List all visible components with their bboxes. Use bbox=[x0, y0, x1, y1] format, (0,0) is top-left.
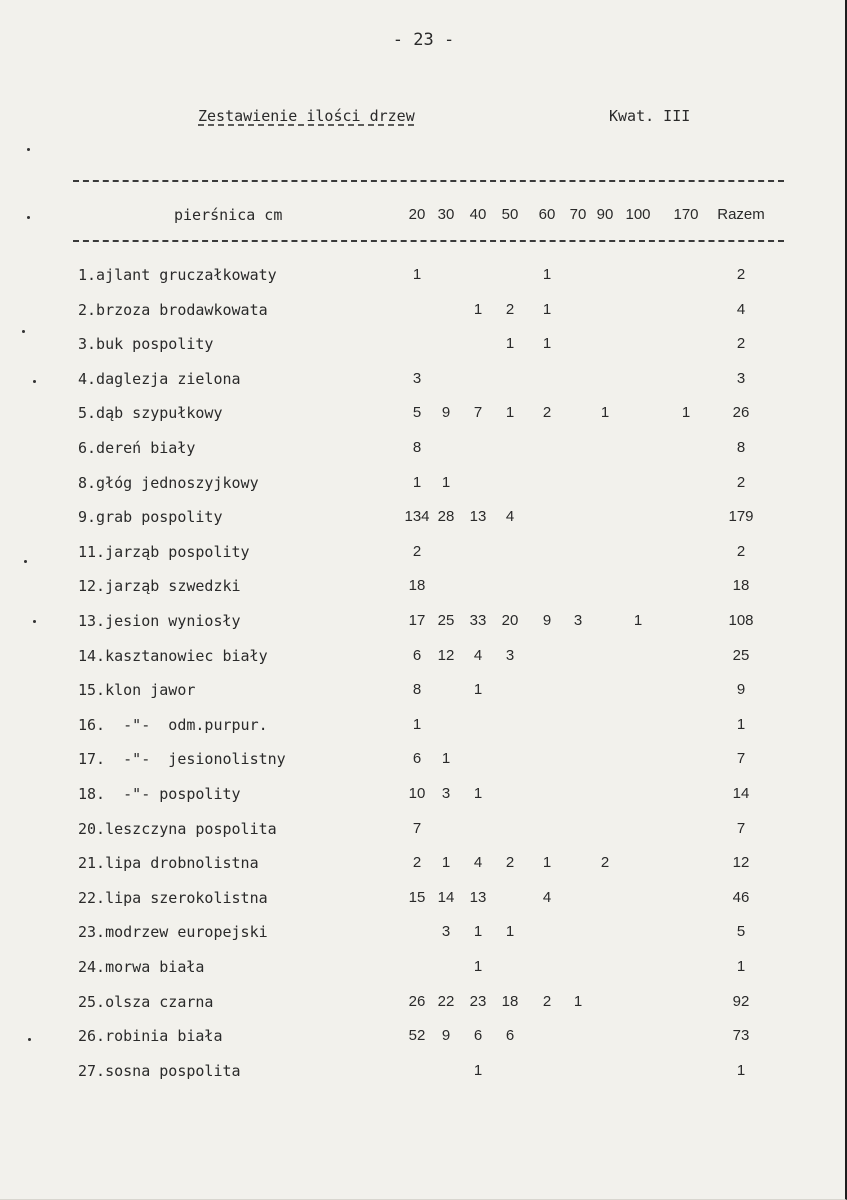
species-label: 22.lipa szerokolistna bbox=[78, 889, 268, 907]
species-label: 13.jesion wyniosły bbox=[78, 612, 241, 630]
total-cell: 73 bbox=[732, 1027, 750, 1044]
table-row bbox=[0, 335, 847, 359]
count-cell: 18 bbox=[408, 577, 426, 594]
count-cell: 52 bbox=[408, 1027, 426, 1044]
table-row bbox=[0, 404, 847, 428]
species-label: 24.morwa biała bbox=[78, 958, 205, 976]
table-row bbox=[0, 820, 847, 844]
count-cell: 3 bbox=[412, 370, 422, 387]
table-row bbox=[0, 854, 847, 878]
total-cell: 108 bbox=[728, 612, 754, 629]
count-cell: 1 bbox=[412, 474, 422, 491]
count-cell: 17 bbox=[408, 612, 426, 629]
margin-mark bbox=[27, 216, 30, 219]
count-cell: 3 bbox=[441, 923, 451, 940]
column-header: 70 bbox=[569, 206, 587, 223]
species-label: 21.lipa drobnolistna bbox=[78, 854, 259, 872]
margin-mark bbox=[27, 148, 30, 151]
total-cell: 2 bbox=[736, 474, 746, 491]
count-cell: 1 bbox=[505, 923, 515, 940]
species-label: 26.robinia biała bbox=[78, 1027, 223, 1045]
total-cell: 1 bbox=[736, 958, 746, 975]
count-cell: 1 bbox=[441, 750, 451, 767]
count-cell: 7 bbox=[412, 820, 422, 837]
table-row bbox=[0, 301, 847, 325]
count-cell: 10 bbox=[408, 785, 426, 802]
count-cell: 1 bbox=[473, 785, 483, 802]
total-cell: 9 bbox=[736, 681, 746, 698]
count-cell: 1 bbox=[412, 716, 422, 733]
column-header: 20 bbox=[408, 206, 426, 223]
total-cell: 1 bbox=[736, 1062, 746, 1079]
count-cell: 4 bbox=[473, 854, 483, 871]
count-cell: 22 bbox=[437, 993, 455, 1010]
count-cell: 18 bbox=[501, 993, 519, 1010]
table-row bbox=[0, 612, 847, 636]
table-row bbox=[0, 1027, 847, 1051]
margin-mark bbox=[33, 620, 36, 623]
margin-mark bbox=[24, 560, 27, 563]
count-cell: 1 bbox=[633, 612, 643, 629]
count-cell: 4 bbox=[505, 508, 515, 525]
count-cell: 6 bbox=[505, 1027, 515, 1044]
count-cell: 2 bbox=[412, 854, 422, 871]
count-cell: 13 bbox=[469, 508, 487, 525]
species-label: 1.ajlant gruczałkowaty bbox=[78, 266, 277, 284]
species-label: 4.daglezja zielona bbox=[78, 370, 241, 388]
species-label: 9.grab pospolity bbox=[78, 508, 223, 526]
count-cell: 1 bbox=[473, 301, 483, 318]
table-row bbox=[0, 923, 847, 947]
total-cell: 1 bbox=[736, 716, 746, 733]
total-cell: 4 bbox=[736, 301, 746, 318]
margin-mark bbox=[28, 1038, 31, 1041]
count-cell: 12 bbox=[437, 647, 455, 664]
table-row bbox=[0, 474, 847, 498]
count-cell: 3 bbox=[441, 785, 451, 802]
count-cell: 14 bbox=[437, 889, 455, 906]
dashed-rule-header bbox=[73, 240, 784, 242]
total-cell: 12 bbox=[732, 854, 750, 871]
count-cell: 1 bbox=[573, 993, 583, 1010]
column-header: 30 bbox=[437, 206, 455, 223]
table-row bbox=[0, 370, 847, 394]
count-cell: 8 bbox=[412, 439, 422, 456]
species-label: 11.jarząb pospolity bbox=[78, 543, 250, 561]
document-title: Zestawienie ilości drzew bbox=[198, 107, 415, 125]
count-cell: 2 bbox=[542, 404, 552, 421]
column-header: 90 bbox=[596, 206, 614, 223]
total-cell: 92 bbox=[732, 993, 750, 1010]
count-cell: 134 bbox=[404, 508, 430, 525]
table-row bbox=[0, 647, 847, 671]
count-cell: 1 bbox=[542, 335, 552, 352]
count-cell: 25 bbox=[437, 612, 455, 629]
total-cell: 2 bbox=[736, 266, 746, 283]
count-cell: 1 bbox=[441, 474, 451, 491]
page-number: - 23 - bbox=[392, 30, 455, 50]
count-cell: 2 bbox=[505, 301, 515, 318]
species-label: 17. -"- jesionolistny bbox=[78, 750, 286, 768]
count-cell: 1 bbox=[542, 301, 552, 318]
table-row bbox=[0, 543, 847, 567]
count-cell: 1 bbox=[473, 681, 483, 698]
total-cell: 7 bbox=[736, 820, 746, 837]
count-cell: 28 bbox=[437, 508, 455, 525]
count-cell: 1 bbox=[542, 266, 552, 283]
species-label: 8.głóg jednoszyjkowy bbox=[78, 474, 259, 492]
table-row bbox=[0, 716, 847, 740]
table-row bbox=[0, 785, 847, 809]
count-cell: 7 bbox=[473, 404, 483, 421]
species-label: 18. -"- pospolity bbox=[78, 785, 241, 803]
table-row bbox=[0, 750, 847, 774]
column-header: 40 bbox=[469, 206, 487, 223]
table-row bbox=[0, 958, 847, 982]
total-cell: 26 bbox=[732, 404, 750, 421]
table-row bbox=[0, 993, 847, 1017]
total-cell: 2 bbox=[736, 335, 746, 352]
count-cell: 1 bbox=[542, 854, 552, 871]
count-cell: 9 bbox=[441, 1027, 451, 1044]
count-cell: 2 bbox=[412, 543, 422, 560]
species-label: 2.brzoza brodawkowata bbox=[78, 301, 268, 319]
count-cell: 1 bbox=[473, 923, 483, 940]
column-header: 100 bbox=[625, 206, 651, 223]
total-cell: 18 bbox=[732, 577, 750, 594]
count-cell: 1 bbox=[412, 266, 422, 283]
count-cell: 3 bbox=[505, 647, 515, 664]
species-label: 25.olsza czarna bbox=[78, 993, 214, 1011]
count-cell: 2 bbox=[542, 993, 552, 1010]
dashed-rule-top bbox=[73, 180, 784, 182]
count-cell: 1 bbox=[473, 1062, 483, 1079]
species-label: 5.dąb szypułkowy bbox=[78, 404, 223, 422]
table-row bbox=[0, 508, 847, 532]
species-label: 14.kasztanowiec biały bbox=[78, 647, 268, 665]
count-cell: 26 bbox=[408, 993, 426, 1010]
count-cell: 33 bbox=[469, 612, 487, 629]
count-cell: 8 bbox=[412, 681, 422, 698]
table-row bbox=[0, 577, 847, 601]
count-cell: 4 bbox=[542, 889, 552, 906]
count-cell: 20 bbox=[501, 612, 519, 629]
count-cell: 6 bbox=[412, 647, 422, 664]
margin-mark bbox=[33, 380, 36, 383]
species-label: 12.jarząb szwedzki bbox=[78, 577, 241, 595]
total-cell: 25 bbox=[732, 647, 750, 664]
total-cell: 3 bbox=[736, 370, 746, 387]
count-cell: 1 bbox=[473, 958, 483, 975]
count-cell: 3 bbox=[573, 612, 583, 629]
total-cell: 179 bbox=[728, 508, 754, 525]
total-cell: 7 bbox=[736, 750, 746, 767]
count-cell: 1 bbox=[505, 335, 515, 352]
total-cell: 2 bbox=[736, 543, 746, 560]
margin-mark bbox=[22, 330, 25, 333]
count-cell: 1 bbox=[600, 404, 610, 421]
count-cell: 4 bbox=[473, 647, 483, 664]
table-row bbox=[0, 889, 847, 913]
species-label: 15.klon jawor bbox=[78, 681, 196, 699]
count-cell: 1 bbox=[441, 854, 451, 871]
table-row bbox=[0, 681, 847, 705]
column-header: 170 bbox=[673, 206, 699, 223]
column-header: 60 bbox=[538, 206, 556, 223]
column-header: Razem bbox=[717, 206, 765, 223]
count-cell: 9 bbox=[441, 404, 451, 421]
table-row bbox=[0, 266, 847, 290]
count-cell: 2 bbox=[600, 854, 610, 871]
table-row bbox=[0, 1062, 847, 1086]
species-label: 27.sosna pospolita bbox=[78, 1062, 241, 1080]
total-cell: 5 bbox=[736, 923, 746, 940]
count-cell: 5 bbox=[412, 404, 422, 421]
species-label: 23.modrzew europejski bbox=[78, 923, 268, 941]
section-label: Kwat. III bbox=[609, 107, 691, 125]
total-cell: 46 bbox=[732, 889, 750, 906]
table-row bbox=[0, 439, 847, 463]
species-label: 20.leszczyna pospolita bbox=[78, 820, 277, 838]
header-label: pierśnica cm bbox=[174, 206, 283, 224]
count-cell: 23 bbox=[469, 993, 487, 1010]
species-label: 16. -"- odm.purpur. bbox=[78, 716, 268, 734]
species-label: 6.dereń biały bbox=[78, 439, 196, 457]
count-cell: 15 bbox=[408, 889, 426, 906]
count-cell: 6 bbox=[412, 750, 422, 767]
species-label: 3.buk pospolity bbox=[78, 335, 214, 353]
total-cell: 14 bbox=[732, 785, 750, 802]
count-cell: 1 bbox=[681, 404, 691, 421]
count-cell: 9 bbox=[542, 612, 552, 629]
count-cell: 2 bbox=[505, 854, 515, 871]
total-cell: 8 bbox=[736, 439, 746, 456]
count-cell: 13 bbox=[469, 889, 487, 906]
count-cell: 1 bbox=[505, 404, 515, 421]
column-header: 50 bbox=[501, 206, 519, 223]
count-cell: 6 bbox=[473, 1027, 483, 1044]
